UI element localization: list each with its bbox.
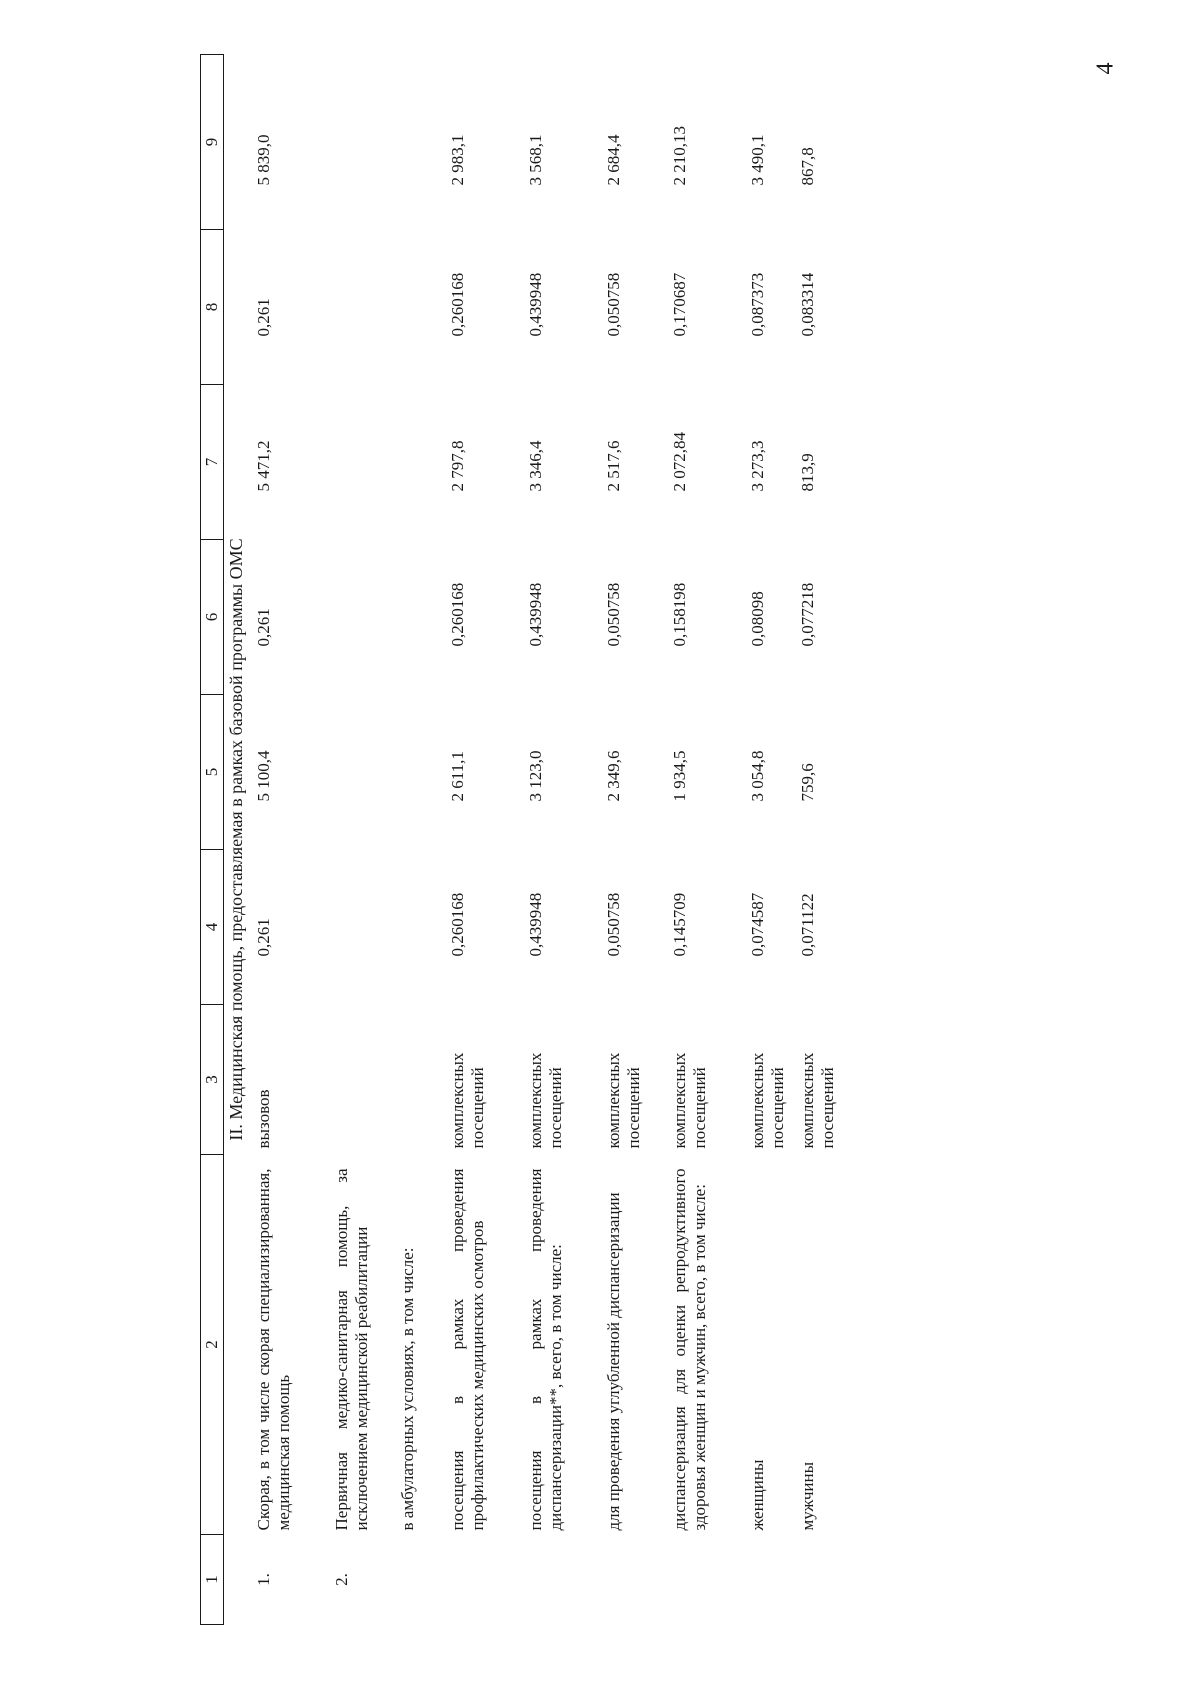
value-col-9: 2 684,4 [603, 134, 623, 186]
row-name: Первичная медико-санитарная помощь, за исключением медицинской реабилитации [331, 1168, 371, 1531]
value-col-4 [332, 850, 398, 1005]
section-title: II. Медицинская помощь, предоставляемая в рамках базовой программы ОМС [226, 538, 246, 1141]
value-col-8: 0,261 [253, 298, 273, 337]
table-row [526, 55, 604, 1625]
value-col-7: 5 471,2 [253, 440, 273, 492]
value-col-9 [398, 55, 448, 230]
table-row [398, 55, 448, 1625]
value-col-8: 0,083314 [797, 272, 817, 337]
value-col-7: 3 273,3 [747, 440, 767, 492]
value-col-9: 2 983,1 [447, 134, 467, 186]
table-row [332, 55, 398, 1625]
section-title-row [224, 55, 254, 1625]
row-name: женщины [747, 1459, 767, 1531]
value-col-9: 867,8 [797, 147, 817, 186]
value-col-6: 0,158198 [669, 582, 689, 647]
value-col-8 [398, 230, 448, 385]
table-row [748, 55, 798, 1625]
value-col-4: 0,260168 [447, 892, 467, 957]
row-unit [332, 1005, 398, 1155]
row-number [526, 1535, 604, 1625]
column-number: 7 [201, 385, 224, 540]
value-col-7 [332, 385, 398, 540]
value-col-6: 0,261 [253, 608, 273, 647]
value-col-8 [332, 230, 398, 385]
value-col-9: 3 568,1 [525, 134, 545, 186]
program-volume-table [200, 54, 848, 1625]
row-name: диспансеризация для оценки репродуктивного здоровья женщин и мужчин, всего, в том числе: [669, 1168, 709, 1531]
row-number [798, 1535, 848, 1625]
row-unit: комплексных посещений [525, 1052, 565, 1149]
row-number [604, 1535, 670, 1625]
rotated-table-sheet [200, 55, 1080, 1625]
column-number: 1 [201, 1535, 224, 1625]
row-unit: комплексных посещений [797, 1052, 837, 1149]
value-col-6 [332, 540, 398, 695]
value-col-7: 2 072,84 [669, 432, 689, 492]
column-number: 3 [201, 1005, 224, 1155]
value-col-5: 2 349,6 [603, 750, 623, 802]
row-unit: комплексных посещений [447, 1052, 487, 1149]
column-number-row [201, 55, 224, 1625]
row-number [398, 1535, 448, 1625]
value-col-8: 0,260168 [447, 272, 467, 337]
value-col-5 [332, 695, 398, 850]
row-number [748, 1535, 798, 1625]
value-col-6: 0,050758 [603, 582, 623, 647]
value-col-5: 2 611,1 [447, 751, 467, 802]
table-row [670, 55, 748, 1625]
table-row [604, 55, 670, 1625]
row-unit: комплексных посещений [747, 1052, 787, 1149]
value-col-4: 0,050758 [603, 892, 623, 957]
row-name: Скорая, в том числе скорая специализированная, медицинская помощь [253, 1168, 293, 1531]
value-col-7: 3 346,4 [525, 440, 545, 492]
value-col-6 [398, 540, 448, 695]
value-col-5 [398, 695, 448, 850]
value-col-4: 0,074587 [747, 892, 767, 957]
row-name: посещения в рамках проведения профилактических медицинских осмотров [447, 1168, 487, 1531]
value-col-4: 0,071122 [797, 893, 817, 957]
value-col-9 [332, 55, 398, 230]
value-col-6: 0,08098 [747, 591, 767, 647]
column-number: 8 [201, 230, 224, 385]
row-number [448, 1535, 526, 1625]
row-name: для проведения углубленной диспансеризации [603, 1192, 623, 1531]
value-col-4: 0,145709 [669, 892, 689, 957]
page-number: 4 [1092, 62, 1119, 75]
row-unit: вызовов [253, 1089, 273, 1149]
table-row [448, 55, 526, 1625]
row-number [670, 1535, 748, 1625]
column-number: 6 [201, 540, 224, 695]
row-number: 2. [331, 1573, 351, 1586]
value-col-4: 0,261 [253, 918, 273, 957]
value-col-7 [398, 385, 448, 540]
row-unit [398, 1005, 448, 1155]
row-unit: комплексных посещений [603, 1052, 643, 1149]
column-number: 5 [201, 695, 224, 850]
value-col-8: 0,050758 [603, 272, 623, 337]
value-col-5: 3 123,0 [525, 750, 545, 802]
value-col-7: 2 797,8 [447, 440, 467, 492]
row-unit: комплексных посещений [669, 1052, 709, 1149]
row-number: 1. [253, 1573, 273, 1586]
value-col-7: 813,9 [797, 453, 817, 492]
value-col-6: 0,077218 [797, 582, 817, 647]
value-col-9: 3 490,1 [747, 134, 767, 186]
value-col-8: 0,439948 [525, 272, 545, 337]
column-number: 2 [201, 1155, 224, 1535]
row-name: посещения в рамках проведения диспансеризации**, всего, в том числе: [525, 1168, 565, 1531]
row-name: мужчины [797, 1461, 817, 1531]
value-col-6: 0,439948 [525, 582, 545, 647]
value-col-9: 5 839,0 [253, 134, 273, 186]
value-col-8: 0,170687 [669, 272, 689, 337]
table-row [254, 55, 332, 1625]
table-row [798, 55, 848, 1625]
value-col-5: 5 100,4 [253, 750, 273, 802]
value-col-6: 0,260168 [447, 582, 467, 647]
value-col-4: 0,439948 [525, 892, 545, 957]
value-col-5: 1 934,5 [669, 750, 689, 802]
value-col-4 [398, 850, 448, 1005]
column-number: 9 [201, 55, 224, 230]
column-number: 4 [201, 850, 224, 1005]
value-col-8: 0,087373 [747, 272, 767, 337]
value-col-7: 2 517,6 [603, 440, 623, 492]
value-col-5: 3 054,8 [747, 750, 767, 802]
value-col-9: 2 210,13 [669, 126, 689, 186]
value-col-5: 759,6 [797, 763, 817, 802]
row-name: в амбулаторных условиях, в том числе: [397, 1247, 417, 1531]
